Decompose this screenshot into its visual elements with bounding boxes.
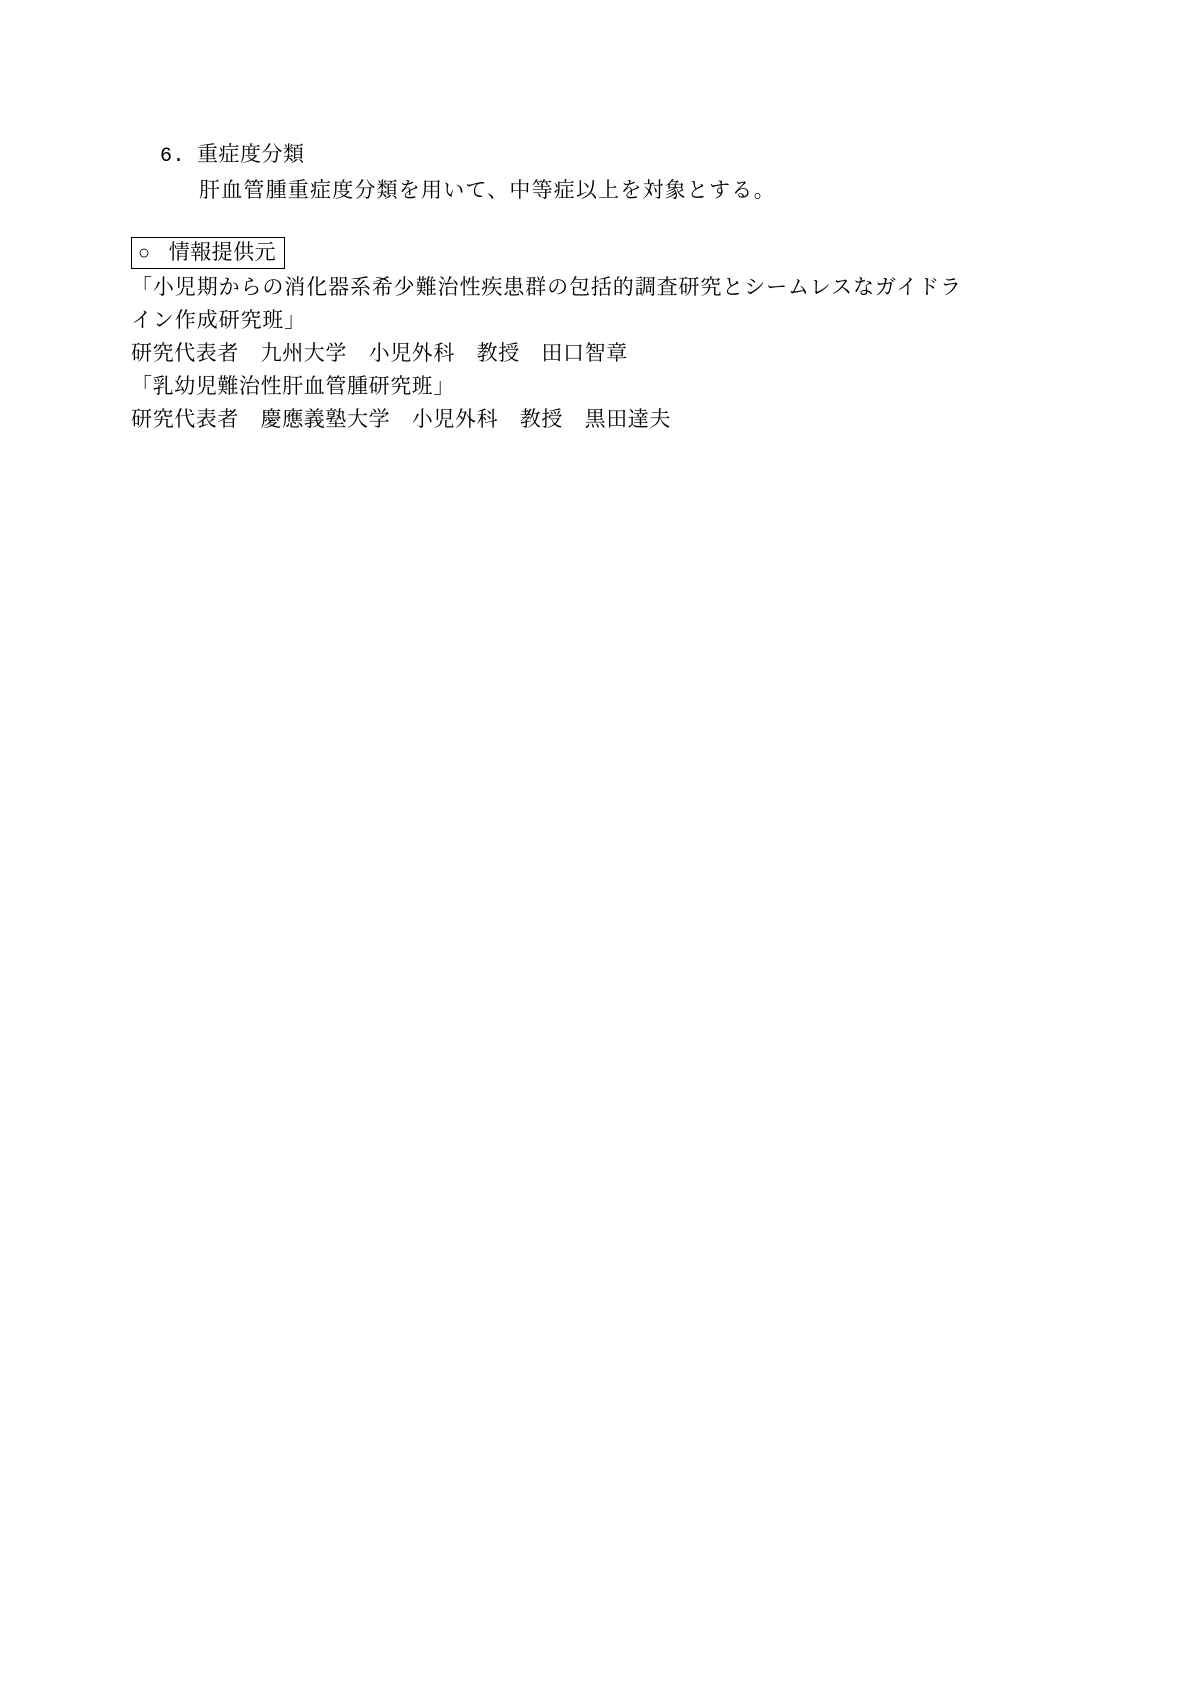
section-body-text: 肝血管腫重症度分類を用いて、中等症以上を対象とする。 (199, 178, 776, 202)
section-number: 6. (160, 145, 186, 168)
info-source-line: 「小児期からの消化器系希少難治性疾患群の包括的調査研究とシームレスなガイドライン作成研究班」 (131, 275, 962, 332)
info-source-label: 情報提供元 (168, 240, 277, 264)
section-heading (160, 138, 305, 168)
section-title: 重症度分類 (197, 142, 305, 166)
circle-marker-icon: ○ (138, 242, 151, 264)
info-source-label-box (131, 237, 285, 269)
info-source-line: 研究代表者 九州大学 小児外科 教授 田口智章 (131, 341, 628, 365)
info-source-lines (131, 271, 1031, 436)
info-source-line: 「乳幼児難治性肝血管腫研究班」 (131, 374, 455, 398)
info-source-line: 研究代表者 慶應義塾大学 小児外科 教授 黒田達夫 (131, 407, 671, 431)
info-source-heading (131, 237, 285, 269)
